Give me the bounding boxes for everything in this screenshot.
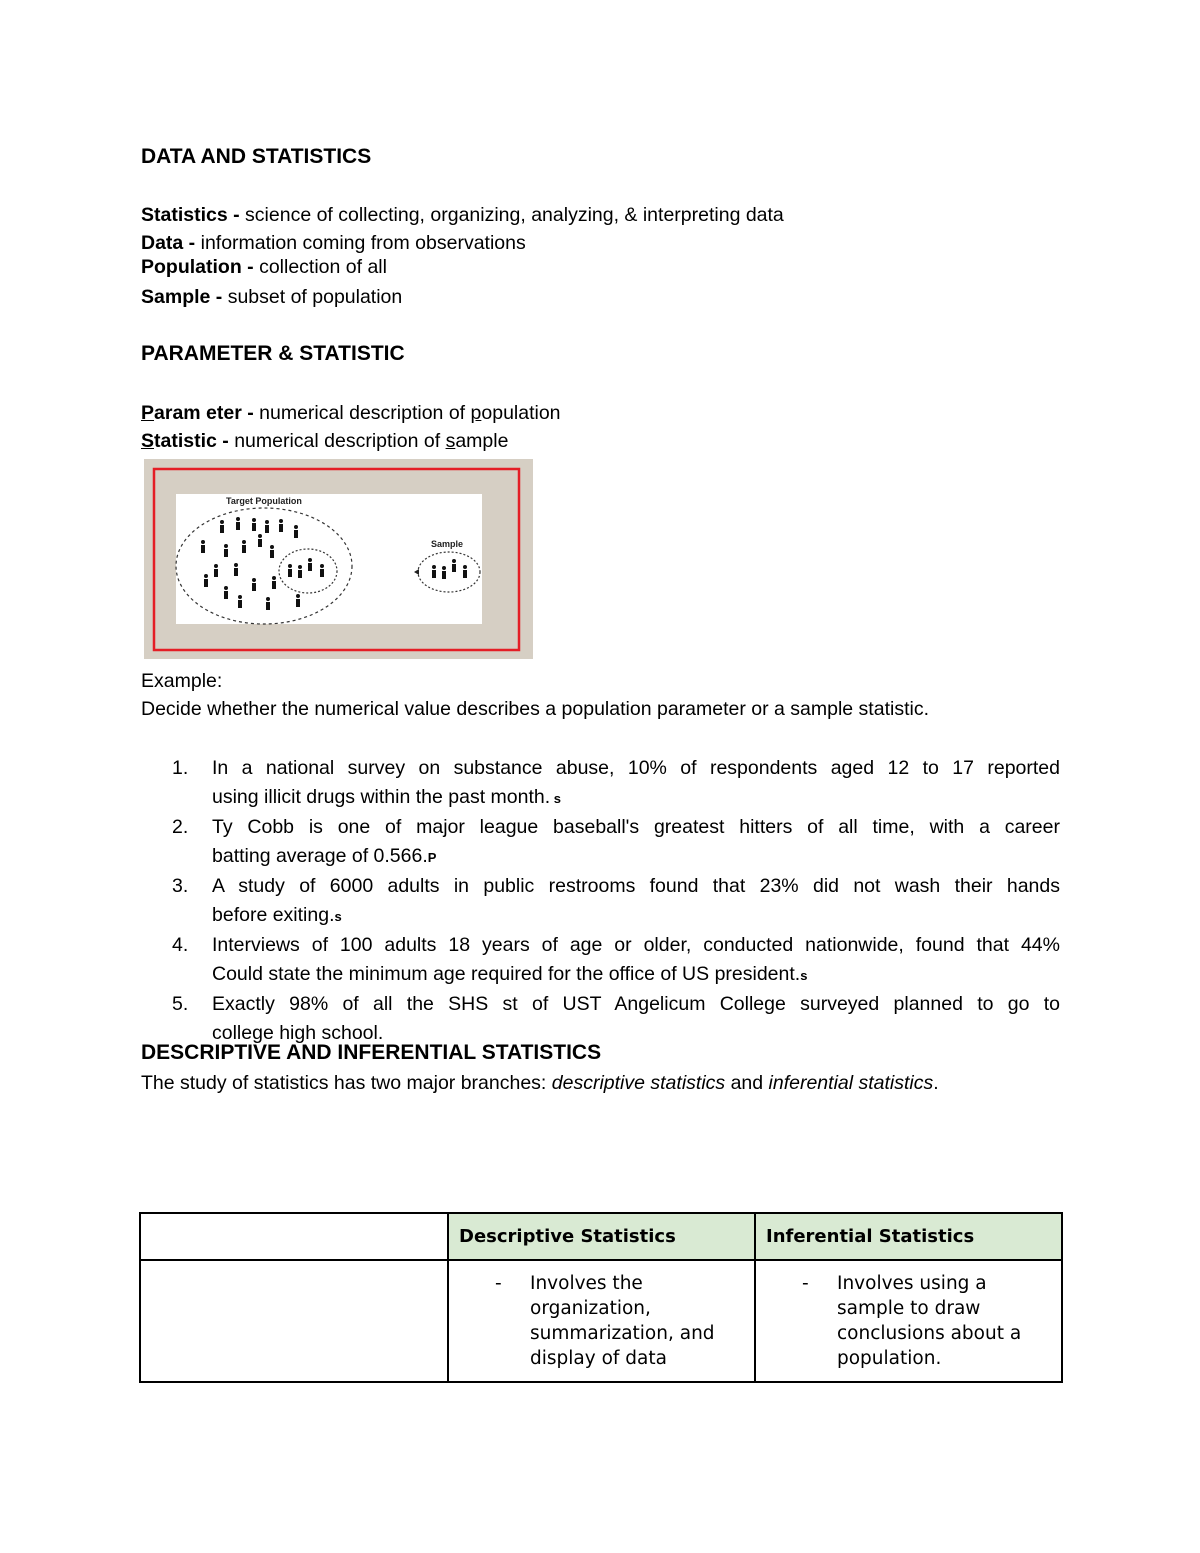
inferential-text: Involves using a sample to draw conclusions about a population. bbox=[837, 1273, 1022, 1369]
term-initial: P bbox=[141, 402, 155, 424]
term-initial: S bbox=[141, 430, 155, 452]
heading-descriptive-inferential: DESCRIPTIVE AND INFERENTIAL STATISTICS bbox=[141, 1041, 602, 1064]
bullet-dash: - bbox=[495, 1273, 502, 1294]
header-inferential: Inferential Statistics bbox=[755, 1213, 1062, 1260]
list-number: 2. bbox=[172, 816, 189, 838]
target-population-label: Target Population bbox=[226, 496, 302, 506]
inferential-cell bbox=[755, 1260, 1062, 1382]
answer-mark: s bbox=[800, 967, 808, 983]
definition-sample bbox=[141, 286, 402, 309]
definition-parameter bbox=[141, 402, 561, 425]
definition-term: Sample - bbox=[141, 286, 223, 308]
list-item bbox=[172, 813, 1060, 872]
list-line-2: before exiting. bbox=[212, 903, 335, 926]
list-item bbox=[172, 872, 1060, 931]
heading-parameter-statistic: PARAMETER & STATISTIC bbox=[141, 342, 405, 365]
heading-data-and-statistics: DATA AND STATISTICS bbox=[141, 145, 372, 168]
branches-intro: The study of statistics has two major branches: bbox=[141, 1072, 552, 1094]
comparison-table bbox=[139, 1212, 1063, 1383]
definition-text: information coming from observations bbox=[195, 232, 526, 254]
definition-text: subset of population bbox=[222, 286, 403, 308]
definition-data bbox=[141, 232, 526, 255]
definition-term: Population - bbox=[141, 256, 254, 278]
definition-text: collection of all bbox=[253, 256, 387, 278]
list-line-2: using illicit drugs within the past month. bbox=[212, 785, 551, 808]
descriptive-term: descriptive statistics bbox=[551, 1072, 726, 1094]
definition-text-end: opulation bbox=[481, 402, 561, 424]
table-header-row bbox=[140, 1213, 1062, 1260]
example-label: Example: bbox=[141, 670, 223, 692]
list-line-1: A study of 6000 adults in public restrooms found that 23% did not wash their hands bbox=[212, 875, 1060, 897]
definition-text: science of collecting, organizing, analyzing, & interpreting data bbox=[239, 204, 784, 226]
list-item bbox=[172, 931, 1060, 990]
list-item bbox=[172, 754, 1060, 813]
answer-mark: s bbox=[334, 908, 342, 924]
definition-underline-letter: p bbox=[470, 402, 482, 424]
sample-label: Sample bbox=[431, 539, 464, 549]
list-line-1: Exactly 98% of all the SHS st of UST Angelicum College surveyed planned to go to bbox=[212, 993, 1060, 1015]
population-sample-figure bbox=[144, 459, 533, 659]
table-row bbox=[140, 1260, 1062, 1382]
list-line-1: In a national survey on substance abuse, 10% of respondents aged 12 to 17 reported bbox=[212, 757, 1060, 779]
header-descriptive: Descriptive Statistics bbox=[448, 1213, 755, 1260]
list-number: 4. bbox=[172, 934, 189, 956]
answer-mark: s bbox=[550, 790, 562, 806]
definition-term: Data - bbox=[141, 232, 196, 254]
figure-canvas bbox=[176, 494, 482, 624]
answer-mark: P bbox=[427, 849, 437, 865]
definition-text: numerical description of bbox=[228, 430, 446, 452]
row-label-empty bbox=[140, 1260, 448, 1382]
definition-term: Statistics - bbox=[141, 204, 240, 226]
list-line-1: Ty Cobb is one of major league baseball's greatest hitters of all time, with a career bbox=[212, 816, 1060, 838]
branches-sentence bbox=[141, 1072, 939, 1095]
definition-population bbox=[141, 256, 387, 279]
definition-underline-letter: s bbox=[445, 430, 456, 452]
list-line-2: batting average of 0.566. bbox=[212, 844, 428, 867]
list-number: 1. bbox=[172, 757, 189, 779]
header-cell-empty bbox=[140, 1213, 448, 1260]
branches-end: . bbox=[933, 1072, 939, 1094]
list-number: 5. bbox=[172, 993, 189, 1015]
bullet-dash: - bbox=[802, 1273, 809, 1294]
list-line-1: Interviews of 100 adults 18 years of age or older, conducted nationwide, found that 44% bbox=[212, 934, 1060, 956]
term-rest: tatistic - bbox=[154, 430, 229, 452]
list-number: 3. bbox=[172, 875, 189, 897]
branches-and: and bbox=[725, 1072, 769, 1094]
list-line-2: college high school. bbox=[212, 1021, 384, 1044]
definition-statistics bbox=[141, 204, 784, 227]
descriptive-cell bbox=[448, 1260, 755, 1382]
list-line-2: Could state the minimum age required for the office of US president. bbox=[212, 962, 801, 985]
inferential-term: inferential statistics bbox=[768, 1072, 934, 1094]
term-rest: aram eter - bbox=[154, 402, 254, 424]
definition-text-end: ample bbox=[455, 430, 509, 452]
example-instruction: Decide whether the numerical value describes a population parameter or a sample statistic. bbox=[141, 698, 929, 720]
example-list bbox=[172, 754, 1060, 1049]
definition-text: numerical description of bbox=[253, 402, 471, 424]
descriptive-text: Involves the organization, summarization, and display of data bbox=[530, 1273, 715, 1369]
definition-statistic bbox=[141, 430, 508, 453]
